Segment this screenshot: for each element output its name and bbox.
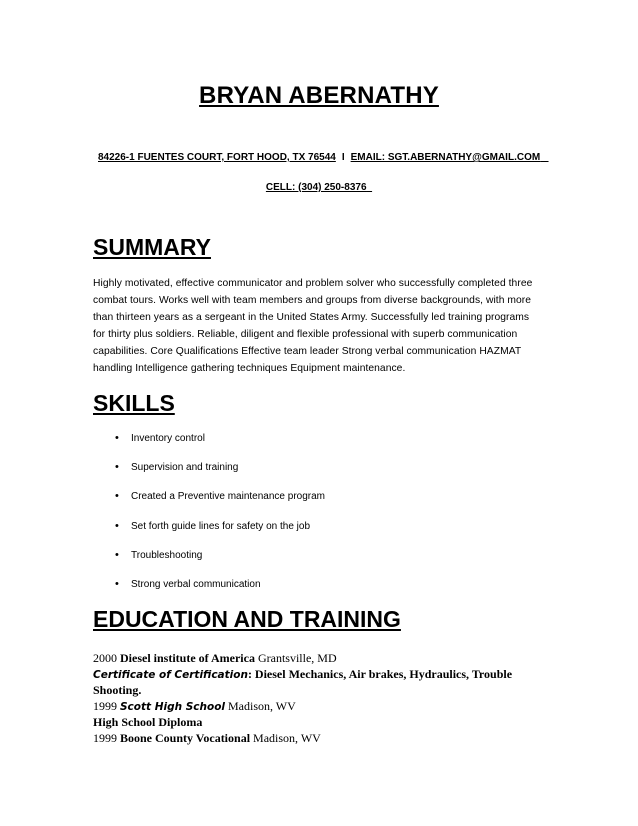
education-heading: EDUCATION AND TRAINING <box>93 606 401 632</box>
certification-label: Certificate of Certification <box>93 668 248 681</box>
skill-item <box>115 489 325 518</box>
bullet-icon: • <box>115 577 119 590</box>
skill-item <box>115 548 325 577</box>
education-location: Madison, WV <box>253 730 321 745</box>
education-school: Diesel institute of America <box>120 651 255 665</box>
email-link[interactable]: EMAIL: SGT.ABERNATHY@GMAIL.COM <box>350 152 541 163</box>
resume-name: BRYAN ABERNATHY <box>199 82 439 109</box>
summary-line: combat tours. Works well with team members and groups from diverse backgrounds, with more <box>93 295 532 306</box>
skill-item <box>115 431 325 460</box>
summary-line: handling Intelligence gathering techniques Equipment maintenance. <box>93 363 406 374</box>
bullet-icon: • <box>115 490 119 503</box>
education-year: 1999 <box>93 730 117 745</box>
education-entry <box>93 731 533 747</box>
education-entry <box>93 651 533 667</box>
summary-heading: SUMMARY <box>93 234 211 260</box>
skill-label: Supervision and training <box>131 462 239 474</box>
skill-label: Set forth guide lines for safety on the job <box>131 520 310 532</box>
education-section <box>93 651 533 746</box>
skill-item <box>115 577 325 606</box>
skill-item <box>115 519 325 548</box>
summary-line: capabilities. Core Qualifications Effective team leader Strong verbal communication HAZMAT <box>93 346 522 357</box>
contact-separator: I <box>341 152 345 163</box>
summary-line: for thirty plus soldiers. Reliable, diligent and flexible professional with superb communication <box>93 329 518 340</box>
skill-label: Strong verbal communication <box>131 578 261 590</box>
certification-line <box>93 667 533 684</box>
education-school: Boone County Vocational <box>120 730 251 745</box>
certification-detail: : Diesel Mechanics, Air brakes, Hydraulics, Trouble <box>247 666 513 681</box>
skills-heading: SKILLS <box>93 390 175 416</box>
cell-phone <box>0 182 638 193</box>
cell-text: CELL: (304) 250-8376 <box>265 182 367 193</box>
bullet-icon: • <box>115 461 119 474</box>
address-text: 84226-1 FUENTES COURT, FORT HOOD, TX 76544 <box>98 152 336 163</box>
education-diploma: High School Diploma <box>93 715 203 729</box>
certification-detail-cont: Shooting. <box>93 683 142 697</box>
skill-item <box>115 460 325 489</box>
skills-list <box>115 431 325 606</box>
education-year: 2000 <box>93 651 117 665</box>
education-location: Madison, WV <box>228 698 296 713</box>
bullet-icon: • <box>115 519 119 532</box>
bullet-icon: • <box>115 548 119 561</box>
summary-line: than thirteen years as a sergeant in the United States Army. Successfully led training programs <box>93 312 530 323</box>
skill-label: Inventory control <box>131 433 205 444</box>
skill-label: Troubleshooting <box>131 549 203 561</box>
skill-label: Created a Preventive maintenance program <box>131 491 325 503</box>
education-entry <box>93 699 533 716</box>
contact-line <box>98 152 549 163</box>
education-year: 1999 <box>93 698 117 713</box>
education-location: Grantsville, MD <box>257 651 337 665</box>
summary-line: Highly motivated, effective communicator and problem solver who successfully completed three <box>93 278 533 289</box>
summary-text <box>93 275 553 377</box>
education-school: Scott High School <box>120 700 226 713</box>
bullet-icon: • <box>115 432 119 444</box>
